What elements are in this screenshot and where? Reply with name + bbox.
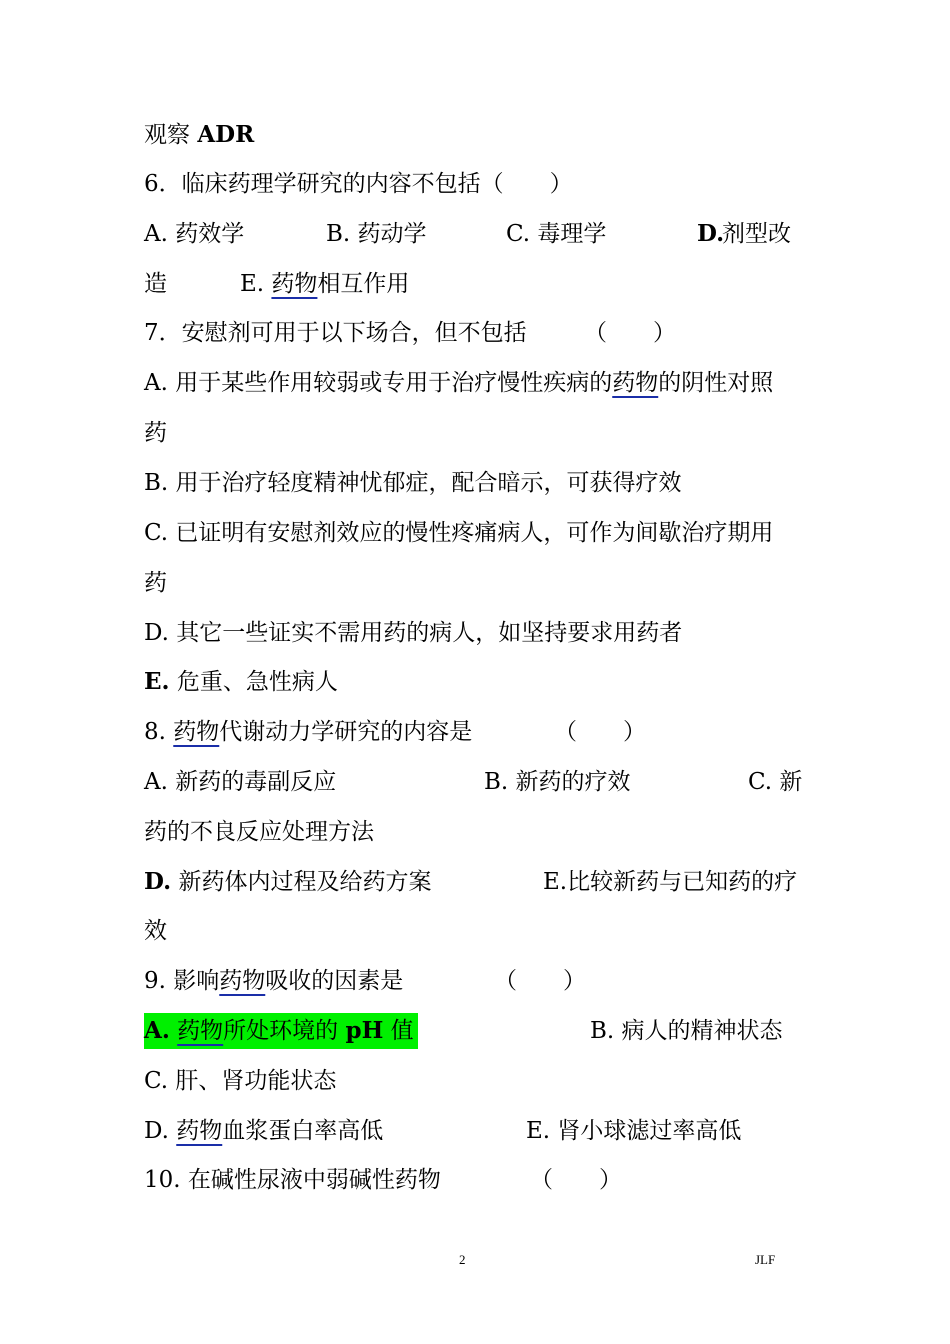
underlined-term: 药物	[271, 271, 318, 297]
option-text-part: 血浆蛋白率高低	[222, 1118, 384, 1144]
option-text	[144, 664, 338, 700]
question-text-part: 吸收的因素是	[265, 968, 404, 994]
option-b: B. 新药的疗效	[484, 769, 631, 795]
option-e	[240, 266, 409, 302]
options-line	[144, 1013, 808, 1049]
option-e-letter: E.	[240, 271, 272, 297]
option-b	[144, 465, 808, 501]
question-8	[144, 714, 808, 750]
option-a	[144, 365, 808, 401]
text-line	[144, 565, 808, 601]
question-text-part: 代谢动力学研究的内容是	[219, 719, 473, 745]
option-c-continued: 药的不良反应处理方法	[144, 819, 374, 845]
option-text-part: A. 用于某些作用较弱或专用于治疗慢性疾病的	[144, 370, 613, 396]
option-text: C. 已证明有安慰剂效应的慢性疼痛病人，可作为间歇治疗期用	[144, 520, 774, 546]
option-text-part: 危重、急性病人	[169, 669, 338, 695]
option-a: A. 药效学	[144, 221, 245, 247]
question-number: 8.	[144, 719, 174, 745]
option-c	[144, 515, 808, 551]
option-text-part: 的阴性对照	[658, 370, 774, 396]
text-line	[144, 913, 808, 949]
question-9	[144, 963, 808, 999]
question-text: 10. 在碱性尿液中弱碱性药物	[144, 1167, 441, 1193]
option-text: C. 肝、肾功能状态	[144, 1068, 337, 1094]
option-text-part: 所处环境的	[223, 1018, 346, 1044]
option-text: B. 用于治疗轻度精神忧郁症，配合暗示，可获得疗效	[144, 470, 682, 496]
options-line	[144, 1113, 808, 1149]
options-line	[144, 216, 808, 252]
option-letter: E.	[144, 668, 170, 695]
option-d	[144, 1113, 383, 1149]
underlined-term: 药物	[612, 370, 659, 396]
segment-text: 观察	[144, 122, 198, 148]
option-d-text: 剂型改	[722, 221, 791, 247]
option-b: B. 药动学	[326, 221, 427, 247]
question-text: 6．临床药理学研究的内容不包括（ ）	[144, 171, 573, 197]
underlined-term: 药物	[177, 1018, 224, 1044]
option-c: C. 新	[748, 769, 803, 795]
answer-bracket: （ ）	[584, 320, 676, 346]
page-number: 2	[459, 1252, 466, 1267]
option-e-text: 相互作用	[317, 271, 410, 297]
underlined-term: 药物	[219, 968, 266, 994]
text-segment	[144, 117, 254, 153]
answer-bracket: （ ）	[554, 719, 646, 745]
option-c-continued: 药	[144, 570, 167, 596]
option-letter: A.	[144, 1017, 170, 1044]
option-letter: D.	[144, 868, 172, 895]
option-e: E. 肾小球滤过率高低	[526, 1118, 742, 1144]
option-e	[144, 664, 808, 700]
option-d	[144, 864, 431, 900]
option-a-continued: 药	[144, 420, 167, 446]
option-d	[144, 615, 808, 651]
option-d-letter: D.	[697, 220, 725, 247]
text-line	[144, 117, 808, 153]
option-text-part: 值	[383, 1018, 414, 1044]
question-number: 9. 影响	[144, 968, 220, 994]
option-c	[144, 1063, 808, 1099]
underlined-term: 药物	[173, 719, 220, 745]
segment-text-bold: ADR	[197, 121, 255, 148]
option-text-part: 新药体内过程及给药方案	[171, 869, 432, 895]
option-a: A. 新药的毒副反应	[144, 769, 337, 795]
options-line	[144, 266, 808, 302]
answer-bracket: （ ）	[530, 1167, 622, 1193]
answer-bracket: （ ）	[494, 968, 586, 994]
option-d-continued: 造	[144, 271, 167, 297]
question-10	[144, 1162, 808, 1198]
text-line	[144, 415, 808, 451]
footer-author: JLF	[755, 1252, 776, 1267]
option-a-highlighted	[144, 1013, 418, 1049]
underlined-term: 药物	[176, 1118, 223, 1144]
question-text: 7．安慰剂可用于以下场合，但不包括	[144, 320, 527, 346]
option-e-continued: 效	[144, 918, 167, 944]
question-text	[144, 714, 472, 750]
option-text: D. 其它一些证实不需用药的病人，如坚持要求用药者	[144, 620, 683, 646]
option-e: E.比较新药与已知药的疗	[543, 869, 798, 895]
options-line	[144, 864, 808, 900]
option-text-bold: pH	[345, 1017, 384, 1044]
text-line	[144, 814, 808, 850]
question-7	[144, 315, 808, 351]
option-c: C. 毒理学	[506, 221, 607, 247]
option-b: B. 病人的精神状态	[590, 1018, 783, 1044]
question-text	[144, 963, 403, 999]
options-line	[144, 764, 808, 800]
option-letter: D.	[144, 1118, 177, 1144]
question-6	[144, 166, 808, 202]
option-text	[144, 365, 773, 401]
